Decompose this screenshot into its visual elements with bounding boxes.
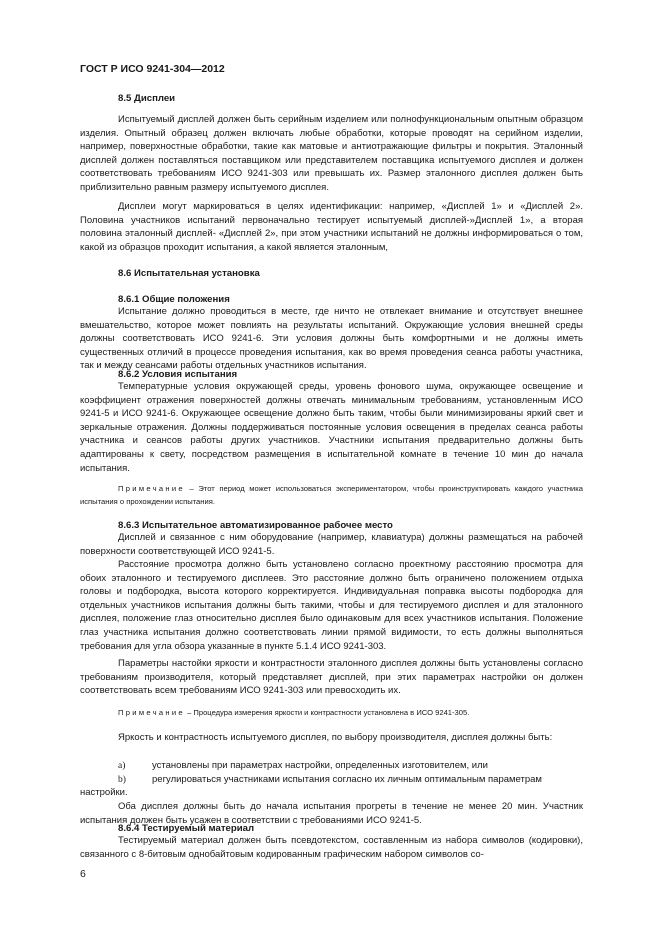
note-text: – Процедура измерения яркости и контрастности установлена в ИСО 9241-305. xyxy=(184,708,470,717)
section-heading-8-5: 8.5 Дисплеи xyxy=(118,93,176,104)
list-marker: a) xyxy=(118,761,126,771)
list-item xyxy=(118,773,542,788)
section-heading-8-6-1: 8.6.1 Общие положения xyxy=(118,294,230,305)
section-heading-8-6: 8.6 Испытательная установка xyxy=(118,268,260,279)
list-item-continuation: настройки. xyxy=(80,787,128,798)
paragraph: Яркость и контрастность испытуемого дисплея, по выбору производителя, дисплея должны быть: xyxy=(118,732,553,743)
paragraph: Расстояние просмотра должно быть установлено согласно проектному расстоянию просмотра для обоих эталонного и тестируемого дисплеев. Это расстояние должно быть ограничено положением отдыха головы и подбородка, высота которого корректируется. Индивидуальная поправка высоты подбородка для отдельных участников испытания должны быть такими, чтобы и для тестируемого дисплея и для эталонного дисплея, положение глаз относительно дисплея было одинаковым для всех участников испытания. Положение глаз участника испытания должно соответствовать линии прямой видимости, то есть должны выполняться требования для угла обзора указанные в пункте 5.1.4 ИСО 9241-303. xyxy=(80,559,583,652)
paragraph: Тестируемый материал должен быть псевдотекстом, составленным из набора символов (кодировки), связанного с 8-битовым однобайтовым кодированным графическим набором символов со- xyxy=(80,835,583,860)
section-heading-8-6-2: 8.6.2 Условия испытания xyxy=(118,369,238,380)
paragraph: Дисплеи могут маркироваться в целях идентификации: например, «Дисплей 1» и «Дисплей 2». Половина участников испытаний первоначально тестирует испытуемый дисплей-»Дисплей 1», а вторая половина эталонный дисплей- «Дисплей 2», при этом участники испытаний не должны информироваться о том, какой из образцов проходит испытания, а какой является эталонным, xyxy=(80,201,583,253)
paragraph: Температурные условия окружающей среды, уровень фонового шума, окружающее освещение и коэффициент отражения поверхностей должны отвечать минимальным требованиям, установленным ИСО 9241-5 и ИСО 9241-6. Окружающее освещение должно быть таким, чтобы были минимизированы яркий свет и зеркальные отражения. Должны поддерживаться постоянные условия освещения в пределах сеанса работы участника и сеансов работы других участников. Участники испытания предварительно должны быть адаптированы к свету, посредством размещения в испытательной комнате в течение 10 мин до начала испытания. xyxy=(80,381,583,474)
note xyxy=(80,482,583,508)
list-item-text: регулироваться участниками испытания согласно их личным оптимальным параметрам xyxy=(152,774,542,785)
paragraph: Испытуемый дисплей должен быть серийным изделием или полнофункциональным опытным образцом изделия. Опытный образец должен включать любые обработки, которые проводят на серийном изделии, например, поверхностные обработки, такие как матовые и антиотражающие фильтры и покрытия. Эталонный дисплей должен поставляться поставщиком или представителем поставщика испытуемого дисплея и должен соответствовать требованиям ИСО 9241-303 или превышать их. Размер эталонного дисплея должен быть приблизительно равным размеру испытуемого дисплея. xyxy=(80,114,583,193)
section-heading-8-6-4: 8.6.4 Тестируемый материал xyxy=(118,823,255,834)
paragraph: Дисплей и связанное с ним оборудование (например, клавиатура) должны размещаться на рабочей поверхности соответствующей ИСО 9241-5. xyxy=(80,532,583,557)
paragraph: Испытание должно проводиться в месте, где ничто не отвлекает внимание и отсутствует внешнее вмешательство, которое может повлиять на результаты испытаний. Окружающие условия внешней среды должны соответствовать ИСО 9241-6. Эти условия должны быть комфортными и не должны иметь существенных отличий в процессе проведения испытания, как во время проведения сеанса работы участника, так и между сеансами работы отдельных участников испытания. xyxy=(80,306,583,372)
paragraph: Параметры настойки яркости и контрастности эталонного дисплея должны быть установлены согласно требованиям производителя, который представляет дисплей, при этих параметрах настройки он должен соответствовать всем требованиям ИСО 9241-303 или превосходить их. xyxy=(80,658,583,697)
note-lead: Примечание xyxy=(118,484,185,493)
paragraph: Оба дисплея должны быть до начала испытания прогреты в течение не менее 20 мин. Участник испытания должен быть усажен в соответствии с требованиями ИСО 9241-5. xyxy=(80,801,583,826)
note-lead: Примечание xyxy=(118,708,185,717)
note-text: – Этот период может использоваться экспериментатором, чтобы проинструктировать каждого участника испытания о прохождении испытания. xyxy=(80,484,583,506)
list-marker: b) xyxy=(118,775,126,785)
list-item xyxy=(118,759,488,774)
list-item-text: установлены при параметрах настройки, определенных изготовителем, или xyxy=(152,760,488,771)
section-heading-8-6-3: 8.6.3 Испытательное автоматизированное рабочее место xyxy=(118,520,393,531)
document-header: ГОСТ Р ИСО 9241-304—2012 xyxy=(80,63,225,75)
page-number: 6 xyxy=(80,868,86,880)
note xyxy=(80,706,583,719)
